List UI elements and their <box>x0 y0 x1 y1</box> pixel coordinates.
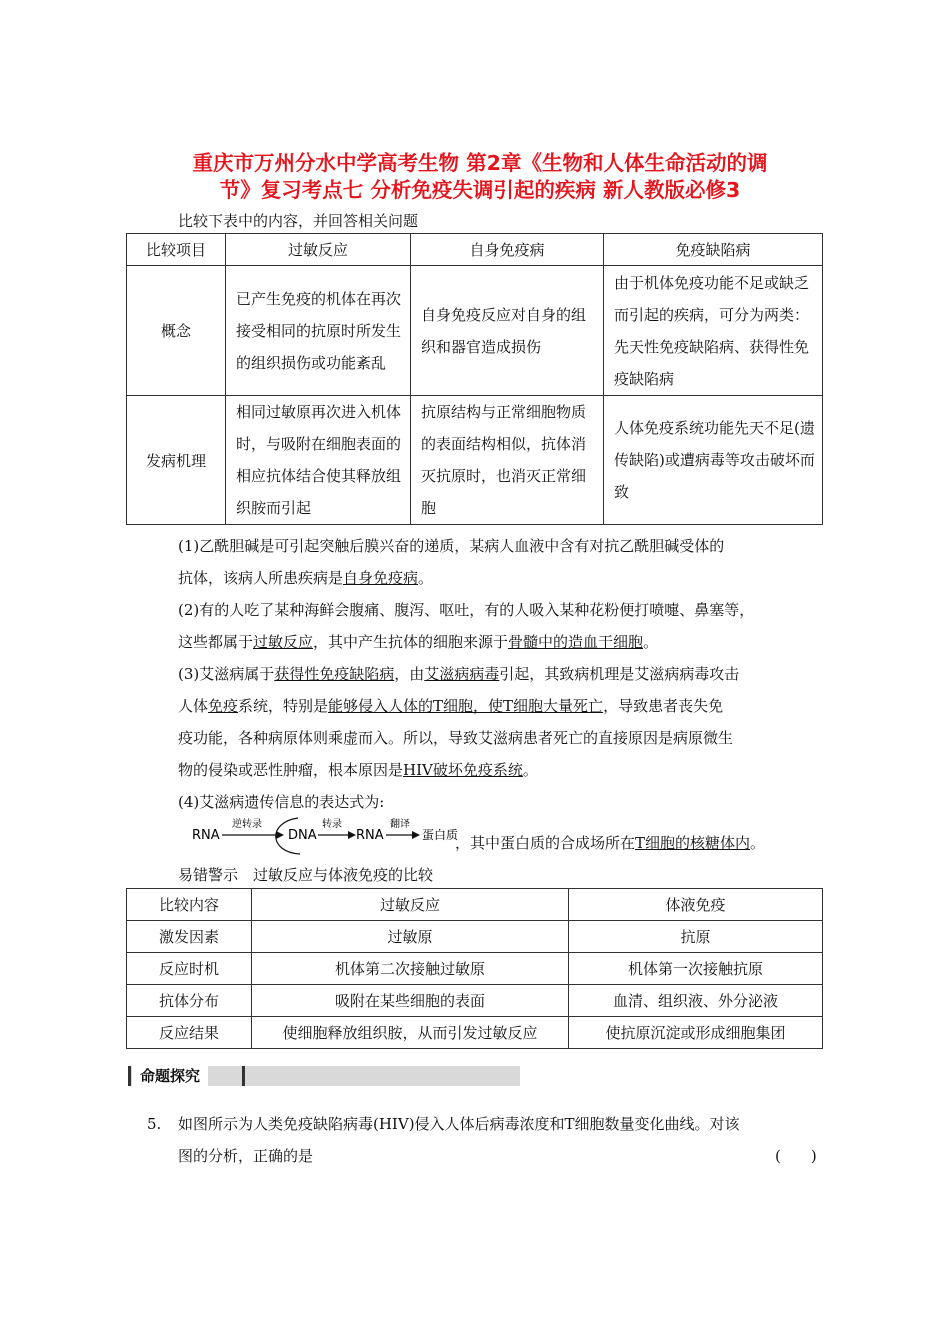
document-title <box>150 150 810 204</box>
table1-row-label: 发病机理 <box>127 396 226 525</box>
diagram-dna: DNA <box>288 828 317 843</box>
diagram-reverse-transcription: 逆转录 <box>232 819 262 830</box>
table1-header-allergy: 过敏反应 <box>226 234 411 266</box>
table2-header: 比较内容 <box>127 889 252 921</box>
table2-cell: 使细胞释放组织胺，从而引发过敏反应 <box>252 1017 569 1049</box>
table1-cell: 由于机体免疫功能不足或缺乏而引起的疾病，可分为两类：先天性免疫缺陷病、获得性免疫缺陷病 <box>604 266 823 396</box>
table2-header: 体液免疫 <box>569 889 823 921</box>
table1-row-label: 概念 <box>127 266 226 396</box>
diagram-protein: 蛋白质 <box>422 828 459 842</box>
table1-header-autoimmune: 自身免疫病 <box>411 234 604 266</box>
answer-blank: 过敏反应 <box>253 633 314 651</box>
q3-line-b: 人体免疫系统，特别是能够侵入人体的T细胞，使T细胞大量死亡，导致患者丧失免 <box>178 697 724 715</box>
q3-line-c: 疫功能，各种病原体则乘虚而入。所以，导致艾滋病患者死亡的直接原因是病原微生 <box>178 729 734 747</box>
table1-cell: 人体免疫系统功能先天不足(遗传缺陷)或遭病毒等攻击破坏而致 <box>604 396 823 525</box>
answer-parentheses: ( ) <box>775 1147 817 1165</box>
section-bar-left-edge <box>128 1066 131 1086</box>
table1-header-immunodeficiency: 免疫缺陷病 <box>604 234 823 266</box>
table2-cell: 机体第一次接触抗原 <box>569 953 823 985</box>
q2-line-a: (2)有的人吃了某种海鲜会腹痛、腹泻、呕吐，有的人吸入某种花粉便打喷嚏、鼻塞等， <box>178 601 755 619</box>
comparison-table-immune-disorders <box>126 233 823 525</box>
diagram-transcription: 转录 <box>322 819 342 830</box>
q3-line-d: 物的侵染或恶性肿瘤，根本原因是HIV破坏免疫系统。 <box>178 761 538 779</box>
diagram-translation: 翻译 <box>390 819 410 830</box>
table2-cell: 反应时机 <box>127 953 252 985</box>
question-5-line-1: 如图所示为人类免疫缺陷病毒(HIV)侵入人体后病毒浓度和T细胞数量变化曲线。对该 <box>178 1115 740 1133</box>
answer-blank: 获得性免疫缺陷病 <box>274 665 395 683</box>
table2-cell: 抗原 <box>569 921 823 953</box>
question-4-line-a: (4)艾滋病遗传信息的表达式为: <box>178 793 385 811</box>
table2-cell: 过敏原 <box>252 921 569 953</box>
question-2 <box>178 594 828 658</box>
table1-cell: 抗原结构与正常细胞物质的表面结构相似，抗体消灭抗原时，也消灭正常细胞 <box>411 396 604 525</box>
q1-line-b: 抗体，该病人所患疾病是自身免疫病。 <box>178 569 434 587</box>
q2-line-b: 这些都属于过敏反应，其中产生抗体的细胞来源于骨髓中的造血干细胞。 <box>178 633 659 651</box>
warning-hint: 易错警示 过敏反应与体液免疫的比较 <box>178 866 434 884</box>
answer-blank: 能够侵入人体的T细胞，使T细胞大量死亡 <box>328 697 604 715</box>
title-line-2: 节》复习考点七 分析免疫失调引起的疾病 新人教版必修3 <box>219 178 741 202</box>
table2-header: 过敏反应 <box>252 889 569 921</box>
diagram-rna-1: RNA <box>192 828 220 843</box>
table2-cell: 吸附在某些细胞的表面 <box>252 985 569 1017</box>
genetic-expression-diagram <box>190 810 460 858</box>
question-number: 5. <box>147 1115 162 1133</box>
answer-blank: HIV破坏免疫系统 <box>403 761 523 779</box>
table2-cell: 血清、组织液、外分泌液 <box>569 985 823 1017</box>
table2-cell: 激发因素 <box>127 921 252 953</box>
table2-cell: 机体第二次接触过敏原 <box>252 953 569 985</box>
table1-cell: 已产生免疫的机体在再次接受相同的抗原时所发生的组织损伤或功能紊乱 <box>226 266 411 396</box>
table2-cell: 使抗原沉淀或形成细胞集团 <box>569 1017 823 1049</box>
q1-line-a: (1)乙酰胆碱是可引起突触后膜兴奋的递质，某病人血液中含有对抗乙酰胆碱受体的 <box>178 537 725 555</box>
answer-blank: 免疫 <box>208 697 239 715</box>
answer-blank: 骨髓中的造血干细胞 <box>508 633 644 651</box>
table2-cell: 抗体分布 <box>127 985 252 1017</box>
table2-cell: 反应结果 <box>127 1017 252 1049</box>
answer-blank: T细胞的核糖体内 <box>635 834 751 852</box>
answer-blank: 艾滋病病毒 <box>424 665 500 683</box>
comparison-table-allergy-vs-humoral <box>126 888 823 1049</box>
section-bar-right-edge <box>242 1066 245 1086</box>
title-line-1: 重庆市万州分水中学高考生物 第2章《生物和人体生命活动的调 <box>192 151 768 175</box>
table1-cell: 自身免疫反应对自身的组织和器官造成损伤 <box>411 266 604 396</box>
table1-cell: 相同过敏原再次进入机体时，与吸附在细胞表面的相应抗体结合使其释放组织胺而引起 <box>226 396 411 525</box>
question-1 <box>178 530 818 594</box>
q3-line-a: (3)艾滋病属于获得性免疫缺陷病，由艾滋病病毒引起，其致病机理是艾滋病病毒攻击 <box>178 665 740 683</box>
question-4-line-b: ，其中蛋白质的合成场所在T细胞的核糖体内。 <box>455 834 766 852</box>
intro-text: 比较下表中的内容，并回答相关问题 <box>178 212 419 230</box>
question-5-line-2: 图的分析，正确的是 <box>178 1147 314 1165</box>
section-header-label: 命题探究 <box>132 1066 208 1086</box>
answer-blank: 自身免疫病 <box>343 569 419 587</box>
table1-header-item: 比较项目 <box>127 234 226 266</box>
diagram-rna-2: RNA <box>356 828 384 843</box>
question-3 <box>178 658 818 786</box>
